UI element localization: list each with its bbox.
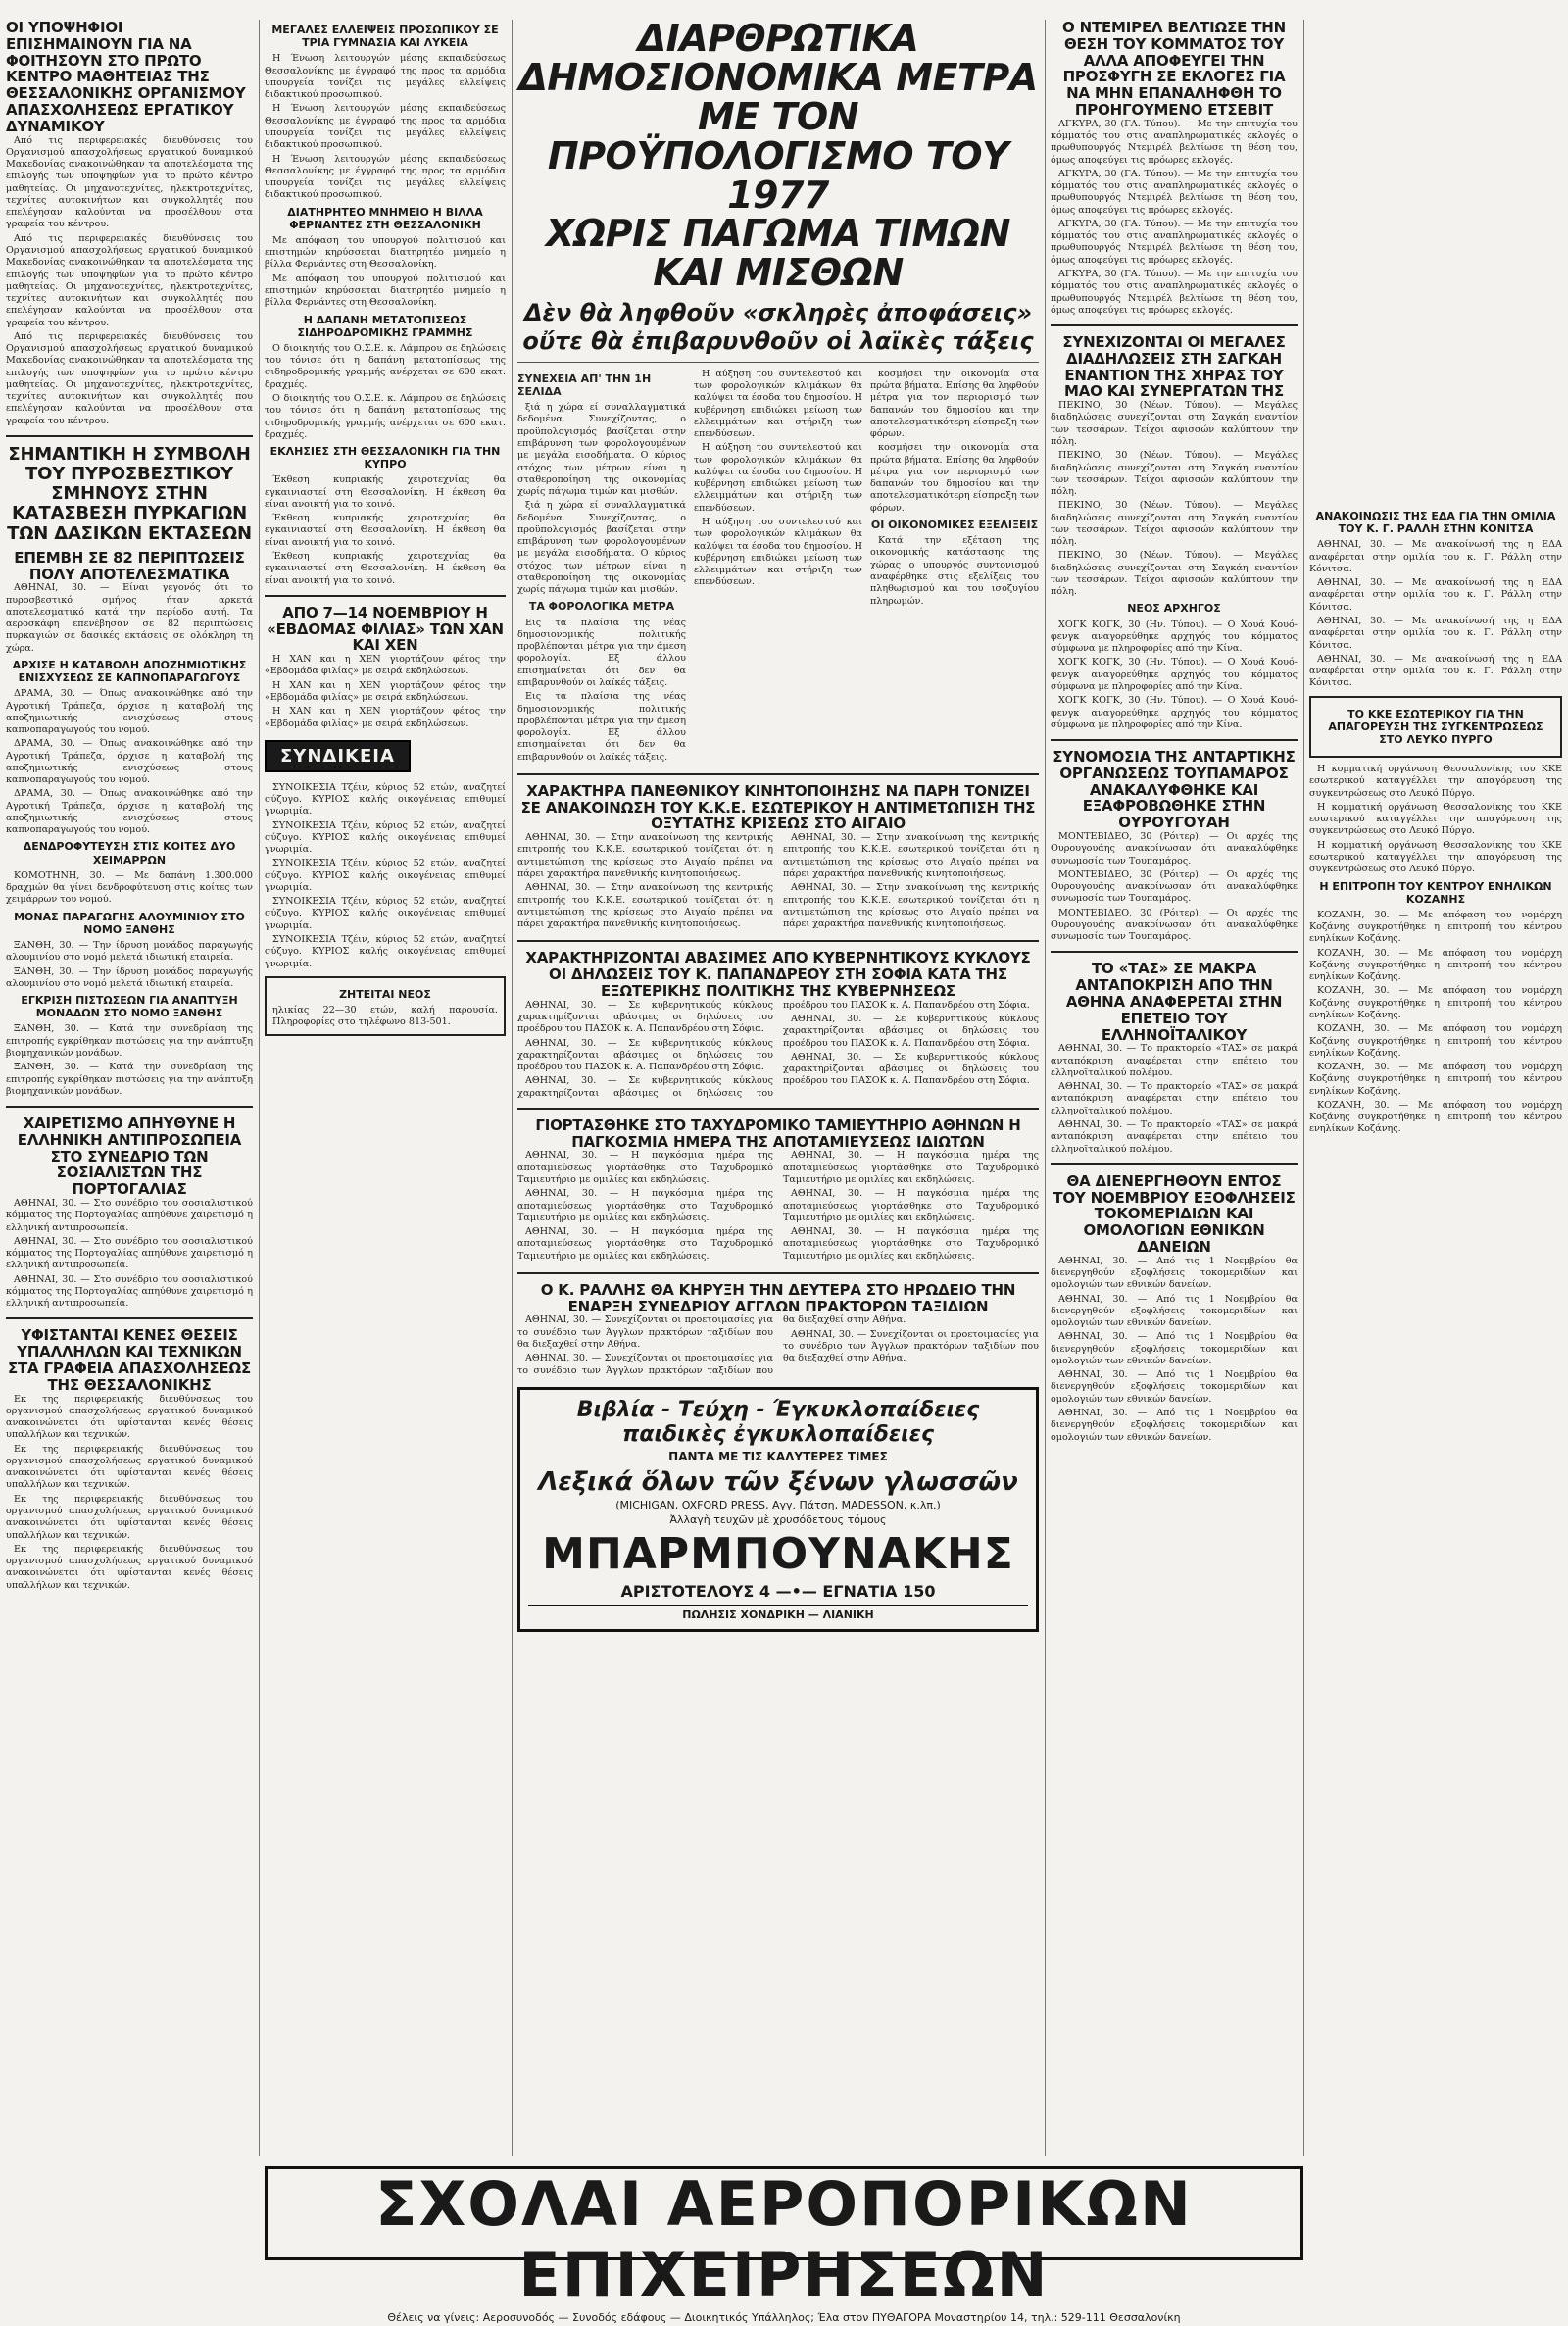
ad-line: (MICHIGAN, OXFORD PRESS, Αγγ. Πάτση, MADESSON, κ.λπ.) <box>615 1499 941 1512</box>
column-center <box>517 17 1039 2156</box>
subheadline: ΤΟ ΚΚΕ ΕΣΩΤΕΡΙΚΟΥ ΓΙΑ ΤΗΝ ΑΠΑΓΟΡΕΥΣΗ ΤΗΣ ΣΥΓΚΕΝΤΡΩΣΕΩΣ ΣΤΟ ΛΕΥΚΟ ΠΥΡΓΟ <box>1328 707 1544 746</box>
divider <box>1051 951 1298 953</box>
continuation-label: ΣΥΝΕΧΕΙΑ ΑΠ' ΤΗΝ 1Η ΣΕΛΙΔΑ <box>517 371 652 399</box>
article-body: ΜΟΝΤΕΒΙΔΕΟ, 30 (Ρόιτερ). — Οι αρχές της Ουρουγουάης ανακοίνωσαν ότι ανακαλύφθηκε συνωμοσία των Τουπαμάρος. ΜΟΝΤΕΒΙΔΕΟ, 30 (Ρόιτερ). — Οι αρχές της Ουρουγουάης ανακοίνωσαν ότι ανακαλύφθηκε συνωμοσία των Τουπαμάρος. ΜΟΝΤΕΒΙΔΕΟ, 30 (Ρόιτερ). — Οι αρχές της Ουρουγουάης ανακοίνωσαν ότι ανακαλύφθηκε συνωμοσία των Τουπαμάρος. <box>1051 831 1298 943</box>
ad-address: ΑΡΙΣΤΟΤΕΛΟΥΣ 4 —•— ΕΓΝΑΤΙΑ 150 <box>620 1581 936 1601</box>
divider <box>517 1272 1039 1274</box>
headline: ΓΙΟΡΤΑΣΘΗΚΕ ΣΤΟ ΤΑΧΥΔΡΟΜΙΚΟ ΤΑΜΙΕΥΤΗΡΙΟ ΑΘΗΝΩΝ Η ΠΑΓΚΟΣΜΙΑ ΗΜΕΡΑ ΤΗΣ ΑΠΟΤΑΜΙΕΥΣΕΩΣ ΙΔΙΩΤΩΝ <box>535 1115 1021 1151</box>
article-body: ΔΡΑΜΑ, 30. — Όπως ανακοινώθηκε από την Αγροτική Τράπεζα, άρχισε η καταβολή της αποζημιωτικής ενισχύσεως στους καπνοπαραγωγούς του νομού. ΔΡΑΜΑ, 30. — Όπως ανακοινώθηκε από την Αγροτική Τράπεζα, άρχισε η καταβολή της αποζημιωτικής ενισχύσεως στους καπνοπαραγωγούς του νομού. ΔΡΑΜΑ, 30. — Όπως ανακοινώθηκε από την Αγροτική Τράπεζα, άρχισε η καταβολή της αποζημιωτικής ενισχύσεως στους καπνοπαραγωγούς του νομού. <box>6 688 253 836</box>
ad-line: Λεξικά ὅλων τῶν ξένων γλωσσῶν <box>538 1467 1018 1498</box>
article-body: ΑΘΗΝΑΙ, 30. — Είναι γεγονός ότι το πυροσβεστικό σμήνος ήταν αρκετά αποτελεσματικό κατά την περίοδο αυτή. Τα αεροσκάφη επενέβησαν σε 82 περιπτώσεις πυρκαγιών σε δασικές εκτάσεις σε ολόκληρη τη χώρα. <box>6 582 253 654</box>
ad-brand: ΜΠΑΡΜΠΟΥΝΑΚΗΣ <box>542 1529 1014 1580</box>
headline: Ο Κ. ΡΑΛΛΗΣ ΘΑ ΚΗΡΥΞΗ ΤΗΝ ΔΕΥΤΕΡΑ ΣΤΟ ΗΡΩΔΕΙΟ ΤΗΝ ΕΝΑΡΞΗ ΣΥΝΕΔΡΙΟΥ ΑΓΓΛΩΝ ΠΡΑΚΤΟΡΩΝ ΤΑΞΙΔΙΩΝ <box>540 1280 1016 1315</box>
headline: ΣΗΜΑΝΤΙΚΗ Η ΣΥΜΒΟΛΗ ΤΟΥ ΠΥΡΟΣΒΕΣΤΙΚΟΥ ΣΜΗΝΟΥΣ ΣΤΗΝ ΚΑΤΑΣΒΕΣΗ ΠΥΡΚΑΓΙΩΝ ΤΩΝ ΔΑΣΙΚΩΝ ΕΚΤΑΣΕΩΝ <box>7 443 252 544</box>
headline: ΧΑΙΡΕΤΙΣΜΟ ΑΠΗΥΘΥΝΕ Η ΕΛΛΗΝΙΚΗ ΑΝΤΙΠΡΟΣΩΠΕΙΑ ΣΤΟ ΣΥΝΕΔΡΙΟ ΤΩΝ ΣΟΣΙΑΛΙΣΤΩΝ ΤΗΣ ΠΟΡΤΟΓΑΛΙΑΣ <box>17 1114 242 1199</box>
subheadline: Η ΔΑΠΑΝΗ ΜΕΤΑΤΟΠΙΣΕΩΣ ΣΙΔΗΡΟΔΡΟΜΙΚΗΣ ΓΡΑΜΜΗΣ <box>297 313 473 339</box>
main-headline-line: ΔΙΑΡΘΡΩΤΙΚΑ ΔΗΜΟΣΙΟΝΟΜΙΚΑ ΜΕΤΡΑ <box>518 17 1038 99</box>
main-headline-line: ΧΩΡΙΣ ΠΑΓΩΜΑ ΤΙΜΩΝ ΚΑΙ ΜΙΣΘΩΝ <box>546 212 1010 295</box>
article-body: ΑΘΗΝΑΙ, 30. — Το πρακτορείο «ΤΑΣ» σε μακρά ανταπόκριση αναφέρεται στην επέτειο του ελληνοϊταλικού πολέμου. ΑΘΗΝΑΙ, 30. — Το πρακτορείο «ΤΑΣ» σε μακρά ανταπόκριση αναφέρεται στην επέτειο του ελληνοϊταλικού πολέμου. ΑΘΗΝΑΙ, 30. — Το πρακτορείο «ΤΑΣ» σε μακρά ανταπόκριση αναφέρεται στην επέτειο του ελληνοϊταλικού πολέμου. <box>1051 1043 1298 1155</box>
subheadline: ΜΟΝΑΣ ΠΑΡΑΓΩΓΗΣ ΑΛΟΥΜΙΝΙΟΥ ΣΤΟ ΝΟΜΟ ΞΑΝΘΗΣ <box>14 910 245 936</box>
article-body: Η ΧΑΝ και η ΧΕΝ γιορτάζουν φέτος την «Εβδομάδα φιλίας» με σειρά εκδηλώσεων. Η ΧΑΝ και η ΧΕΝ γιορτάζουν φέτος την «Εβδομάδα φιλίας» με σειρά εκδηλώσεων. Η ΧΑΝ και η ΧΕΝ γιορτάζουν φέτος την «Εβδομάδα φιλίας» με σειρά εκδηλώσεων. <box>265 654 506 729</box>
divider <box>1051 1163 1298 1165</box>
subheadline: ΤΑ ΦΟΡΟΛΟΓΙΚΑ ΜΕΤΡΑ <box>528 600 675 614</box>
headline: ΤΟ «ΤΑΣ» ΣΕ ΜΑΚΡΑ ΑΝΤΑΠΟΚΡΙΣΗ ΑΠΟ ΤΗΝ ΑΘΗΝΑ ΑΝΑΦΕΡΕΤΑΙ ΣΤΗΝ ΕΠΕΤΕΙΟ ΤΟΥ ΕΛΛΗΝΟΪΤΑΛΙΚΟΥ <box>1065 960 1283 1044</box>
classified-title: ΖΗΤΕΙΤΑΙ ΝΕΟΣ <box>339 987 431 1001</box>
article-body: ΞΑΝΘΗ, 30. — Την ίδρυση μονάδος παραγωγής αλουμινίου στο νομό μελετά ιδιωτική εταιρεία. ΞΑΝΘΗ, 30. — Την ίδρυση μονάδος παραγωγής αλουμινίου στο νομό μελετά ιδιωτική εταιρεία. <box>6 940 253 989</box>
column-rule <box>259 20 260 2156</box>
classifieds-banner-wrap <box>265 740 506 772</box>
divider <box>517 773 1039 775</box>
ad-line: ΠΑΝΤΑ ΜΕ ΤΙΣ ΚΑΛΥΤΕΡΕΣ ΤΙΜΕΣ <box>668 1450 888 1464</box>
column-second <box>265 20 506 2156</box>
ad-text: Θέλεις να γίνεις: Αεροσυνοδός — Συνοδός εδάφους — Διοικητικός Υπάλληλος; Έλα στον ΠΥΘΑΓΟΡΑ Μοναστηρίου 14, τηλ.: 529-111 Θεσσαλονίκη <box>387 2311 1181 2324</box>
main-headline-line: ΜΕ ΤΟΝ ΠΡΟΫΠΟΛΟΓΙΣΜΟ ΤΟΥ 1977 <box>547 94 1009 217</box>
main-deck <box>517 299 1039 356</box>
deck-line: Δὲν θὰ ληφθοῦν «σκληρὲς ἀποφάσεις» <box>523 299 1033 327</box>
subheadline: ΟΙ ΟΙΚΟΝΟΜΙΚΕΣ ΕΞΕΛΙΞΕΙΣ <box>870 519 1039 532</box>
subheadline: Η ΕΠΙΤΡΟΠΗ ΤΟΥ ΚΕΝΤΡΟΥ ΕΝΗΛΙΚΩΝ ΚΟΖΑΝΗΣ <box>1319 879 1552 906</box>
article-body: ΚΟΖΑΝΗ, 30. — Με απόφαση του νομάρχη Κοζάνης συγκροτήθηκε η επιτροπή του κέντρου ενηλίκων Κοζάνης. ΚΟΖΑΝΗ, 30. — Με απόφαση του νομάρχη Κοζάνης συγκροτήθηκε η επιτροπή του κέντρου ενηλίκων Κοζάνης. ΚΟΖΑΝΗ, 30. — Με απόφαση του νομάρχη Κοζάνης συγκροτήθηκε η επιτροπή του κέντρου ενηλίκων Κοζάνης. ΚΟΖΑΝΗ, 30. — Με απόφαση του νομάρχη Κοζάνης συγκροτήθηκε η επιτροπή του κέντρου ενηλίκων Κοζάνης. ΚΟΖΑΝΗ, 30. — Με απόφαση του νομάρχη Κοζάνης συγκροτήθηκε η επιτροπή του κέντρου ενηλίκων Κοζάνης. ΚΟΖΑΝΗ, 30. — Με απόφαση του νομάρχη Κοζάνης συγκροτήθηκε η επιτροπή του κέντρου ενηλίκων Κοζάνης. <box>1309 909 1562 1135</box>
column-rule <box>1045 20 1046 2156</box>
main-article-columns <box>517 369 1039 766</box>
headline: Ο ΝΤΕΜΙΡΕΛ ΒΕΛΤΙΩΣΕ ΤΗΝ ΘΕΣΗ ΤΟΥ ΚΟΜΜΑΤΟΣ ΤΟΥ ΑΛΛΑ ΑΠΟΦΕΥΓΕΙ ΤΗΝ ΠΡΟΣΦΥΓΗ ΣΕ ΕΚΛΟΓΕΣ ΓΙΑ ΝΑ ΜΗΝ ΕΠΑΝΑΛΗΦΘΗ ΤΟ ΠΡΟΗΓΟΥΜΕΝΟ ΕΤΣΕΒΙΤ <box>1062 19 1286 119</box>
subheadline: ΕΠΕΜΒΗ ΣΕ 82 ΠΕΡΙΠΤΩΣΕΙΣ ΠΟΛΥ ΑΠΟΤΕΛΕΣΜΑΤΙΚΑ <box>14 548 245 583</box>
main-article-col: Η αύξηση του συντελεστού και των φορολογικών κλιμάκων θα καλύψει τα έσοδα του δημοσίου. Η κυβέρνηση επιδιώκει μείωση των ελλειμμάτων και στήριξη των επενδύσεων. Η αύξηση του συντελεστού και των φορολογικών κλιμάκων θα καλύψει τα έσοδα του δημοσίου. Η κυβέρνηση επιδιώκει μείωση των ελλειμμάτων και στήριξη των επενδύσεων. Η αύξηση του συντελεστού και των φορολογικών κλιμάκων θα καλύψει τα έσοδα του δημοσίου. Η κυβέρνηση επιδιώκει μείωση των ελλειμμάτων και στήριξη των επενδύσεων. <box>694 368 862 588</box>
article-body: ΑΘΗΝΑΙ, 30. — Με ανακοίνωσή της η ΕΔΑ αναφέρεται στην ομιλία του κ. Γ. Ράλλη στην Κόνιτσα. ΑΘΗΝΑΙ, 30. — Με ανακοίνωσή της η ΕΔΑ αναφέρεται στην ομιλία του κ. Γ. Ράλλη στην Κόνιτσα. ΑΘΗΝΑΙ, 30. — Με ανακοίνωσή της η ΕΔΑ αναφέρεται στην ομιλία του κ. Γ. Ράλλη στην Κόνιτσα. ΑΘΗΝΑΙ, 30. — Με ανακοίνωσή της η ΕΔΑ αναφέρεται στην ομιλία του κ. Γ. Ράλλη στην Κόνιτσα. <box>1309 539 1562 689</box>
column-left <box>6 20 253 2254</box>
article-body: ΑΓΚΥΡΑ, 30 (ΓΑ. Τύπου). — Με την επιτυχία του κόμματός του στις αναπληρωματικές εκλογές ο πρωθυπουργός Ντεμιρέλ βελτίωσε τη θέση του, όμως αποφεύγει τις πρόωρες εκλογές. ΑΓΚΥΡΑ, 30 (ΓΑ. Τύπου). — Με την επιτυχία του κόμματός του στις αναπληρωματικές εκλογές ο πρωθυπουργός Ντεμιρέλ βελτίωσε τη θέση του, όμως αποφεύγει τις πρόωρες εκλογές. ΑΓΚΥΡΑ, 30 (ΓΑ. Τύπου). — Με την επιτυχία του κόμματός του στις αναπληρωματικές εκλογές ο πρωθυπουργός Ντεμιρέλ βελτίωσε τη θέση του, όμως αποφεύγει τις πρόωρες εκλογές. ΑΓΚΥΡΑ, 30 (ΓΑ. Τύπου). — Με την επιτυχία του κόμματός του στις αναπληρωματικές εκλογές ο πρωθυπουργός Ντεμιρέλ βελτίωσε τη θέση του, όμως αποφεύγει τις πρόωρες εκλογές. <box>1051 118 1298 316</box>
aviation-school-ad <box>265 2166 1303 2324</box>
divider <box>265 595 506 597</box>
column-rule <box>512 20 513 2156</box>
bookstore-ad <box>517 1387 1039 1632</box>
classifieds-body: ΣΥΝΟΙΚΕΣΙΑ Τζέιν, κύριος 52 ετών, αναζητεί σύζυγο. ΚΥΡΙΟΣ καλής οικογένειας επιθυμεί γνωριμία. ΣΥΝΟΙΚΕΣΙΑ Τζέιν, κύριος 52 ετών, αναζητεί σύζυγο. ΚΥΡΙΟΣ καλής οικογένειας επιθυμεί γνωριμία. ΣΥΝΟΙΚΕΣΙΑ Τζέιν, κύριος 52 ετών, αναζητεί σύζυγο. ΚΥΡΙΟΣ καλής οικογένειας επιθυμεί γνωριμία. ΣΥΝΟΙΚΕΣΙΑ Τζέιν, κύριος 52 ετών, αναζητεί σύζυγο. ΚΥΡΙΟΣ καλής οικογένειας επιθυμεί γνωριμία. ΣΥΝΟΙΚΕΣΙΑ Τζέιν, κύριος 52 ετών, αναζητεί σύζυγο. ΚΥΡΙΟΣ καλής οικογένειας επιθυμεί γνωριμία. <box>265 781 506 969</box>
headline: ΘΑ ΔΙΕΝΕΡΓΗΘΟΥΝ ΕΝΤΟΣ ΤΟΥ ΝΟΕΜΒΡΙΟΥ ΕΞΟΦΛΗΣΕΙΣ ΤΟΚΟΜΕΡΙΔΙΩΝ ΚΑΙ ΟΜΟΛΟΓΙΩΝ ΕΘΝΙΚΩΝ ΔΑΝΕΙΩΝ <box>1053 1171 1296 1256</box>
divider <box>6 1317 253 1319</box>
classified-box <box>265 976 506 1037</box>
article-body: ΑΘΗΝΑΙ, 30. — Από τις 1 Νοεμβρίου θα διενεργηθούν εξοφλήσεις τοκομεριδίων και ομολογιών των εθνικών δανείων. ΑΘΗΝΑΙ, 30. — Από τις 1 Νοεμβρίου θα διενεργηθούν εξοφλήσεις τοκομεριδίων και ομολογιών των εθνικών δανείων. ΑΘΗΝΑΙ, 30. — Από τις 1 Νοεμβρίου θα διενεργηθούν εξοφλήσεις τοκομεριδίων και ομολογιών των εθνικών δανείων. ΑΘΗΝΑΙ, 30. — Από τις 1 Νοεμβρίου θα διενεργηθούν εξοφλήσεις τοκομεριδίων και ομολογιών των εθνικών δανείων. ΑΘΗΝΑΙ, 30. — Από τις 1 Νοεμβρίου θα διενεργηθούν εξοφλήσεις τοκομεριδίων και ομολογιών των εθνικών δανείων. <box>1051 1255 1298 1443</box>
article-body: ΧΟΓΚ ΚΟΓΚ, 30 (Ην. Τύπου). — Ο Χουά Κουό-φενγκ αναγορεύθηκε αρχηγός του κόμματος σύμφωνα με πληροφορίες από την Κίνα. ΧΟΓΚ ΚΟΓΚ, 30 (Ην. Τύπου). — Ο Χουά Κουό-φενγκ αναγορεύθηκε αρχηγός του κόμματος σύμφωνα με πληροφορίες από την Κίνα. ΧΟΓΚ ΚΟΓΚ, 30 (Ην. Τύπου). — Ο Χουά Κουό-φενγκ αναγορεύθηκε αρχηγός του κόμματος σύμφωνα με πληροφορίες από την Κίνα. <box>1051 619 1298 730</box>
ad-line: παιδικὲς ἐγκυκλοπαίδειες <box>621 1422 935 1448</box>
article-body: Ο διοικητής του Ο.Σ.Ε. κ. Λάμπρου σε δηλώσεις του τόνισε ότι η δαπάνη μετατοπίσεως της σιδηροδρομικής γραμμής ανέρχεται σε 600 εκατ. δραχμές. Ο διοικητής του Ο.Σ.Ε. κ. Λάμπρου σε δηλώσεις του τόνισε ότι η δαπάνη μετατοπίσεως της σιδηροδρομικής γραμμής ανέρχεται σε 600 εκατ. δραχμές. <box>265 342 506 440</box>
article-body: Έκθεση κυπριακής χειροτεχνίας θα εγκαινιαστεί στη Θεσσαλονίκη. Η έκθεση θα είναι ανοικτή για το κοινό. Έκθεση κυπριακής χειροτεχνίας θα εγκαινιαστεί στη Θεσσαλονίκη. Η έκθεση θα είναι ανοικτή για το κοινό. Έκθεση κυπριακής χειροτεχνίας θα εγκαινιαστεί στη Θεσσαλονίκη. Η έκθεση θα είναι ανοικτή για το κοινό. <box>265 474 506 586</box>
classifieds-banner: ΣΥΝΔΙΚΕΙΑ <box>265 740 411 772</box>
article-body: Η Ένωση λειτουργών μέσης εκπαιδεύσεως Θεσσαλονίκης με έγγραφό της προς τα αρμόδια υπουργεία τονίζει τις μεγάλες ελλείψεις διδακτικού προσωπικού. Η Ένωση λειτουργών μέσης εκπαιδεύσεως Θεσσαλονίκης με έγγραφό της προς τα αρμόδια υπουργεία τονίζει τις μεγάλες ελλείψεις διδακτικού προσωπικού. Η Ένωση λειτουργών μέσης εκπαιδεύσεως Θεσσαλονίκης με έγγραφό της προς τα αρμόδια υπουργεία τονίζει τις μεγάλες ελλείψεις διδακτικού προσωπικού. <box>265 53 506 201</box>
divider <box>517 1108 1039 1110</box>
headline: ΟΙ ΥΠΟΨΗΦΙΟΙ ΕΠΙΣΗΜΑΙΝΟΥΝ ΓΙΑ ΝΑ ΦΟΙΤΗΣΟΥΝ ΣΤΟ ΠΡΩΤΟ ΚΕΝΤΡΟ ΜΑΘΗΤΕΙΑΣ ΤΗΣ ΘΕΣΣΑΛΟΝΙΚΗΣ ΟΡΓΑΝΙΣΜΟΥ ΑΠΑΣΧΟΛΗΣΕΩΣ ΕΡΓΑΤΙΚΟΥ ΔΥΝΑΜΙΚΟΥ <box>6 19 246 135</box>
article-body: Με απόφαση του υπουργού πολιτισμού και επιστημών κηρύσσεται διατηρητέο μνημείο η βίλλα Φερνάντες στη Θεσσαλονίκη. Με απόφαση του υπουργού πολιτισμού και επιστημών κηρύσσεται διατηρητέο μνημείο η βίλλα Φερνάντες στη Θεσσαλονίκη. <box>265 234 506 309</box>
column-fourth <box>1051 20 1298 2156</box>
subheadline: ΑΝΑΚΟΙΝΩΣΙΣ ΤΗΣ ΕΔΑ ΓΙΑ ΤΗΝ ΟΜΙΛΙΑ ΤΟΥ Κ. Γ. ΡΑΛΛΗ ΣΤΗΝ ΚΟΝΙΤΣΑ <box>1315 510 1556 536</box>
main-headline <box>517 17 1039 295</box>
ad-title: ΣΧΟΛΑΙ ΑΕΡΟΠΟΡΙΚΩΝ ΕΠΙΧΕΙΡΗΣΕΩΝ <box>375 2168 1193 2310</box>
article-body: ΑΘΗΝΑΙ, 30. — Η παγκόσμια ημέρα της αποταμιεύσεως γιορτάσθηκε στο Ταχυδρομικό Ταμιευτήριο με ομιλίες και εκδηλώσεις. ΑΘΗΝΑΙ, 30. — Η παγκόσμια ημέρα της αποταμιεύσεως γιορτάσθηκε στο Ταχυδρομικό Ταμιευτήριο με ομιλίες και εκδηλώσεις. ΑΘΗΝΑΙ, 30. — Η παγκόσμια ημέρα της αποταμιεύσεως γιορτάσθηκε στο Ταχυδρομικό Ταμιευτήριο με ομιλίες και εκδηλώσεις. ΑΘΗΝΑΙ, 30. — Η παγκόσμια ημέρα της αποταμιεύσεως γιορτάσθηκε στο Ταχυδρομικό Ταμιευτήριο με ομιλίες και εκδηλώσεις. ΑΘΗΝΑΙ, 30. — Η παγκόσμια ημέρα της αποταμιεύσεως γιορτάσθηκε στο Ταχυδρομικό Ταμιευτήριο με ομιλίες και εκδηλώσεις. ΑΘΗΝΑΙ, 30. — Η παγκόσμια ημέρα της αποταμιεύσεως γιορτάσθηκε στο Ταχυδρομικό Ταμιευτήριο με ομιλίες και εκδηλώσεις. <box>517 1150 1039 1262</box>
subheadline: ΝΕΟΣ ΑΡΧΗΓΟΣ <box>1127 602 1221 616</box>
article-body: ΞΑΝΘΗ, 30. — Κατά την συνεδρίαση της επιτροπής εγκρίθηκαν πιστώσεις για την ανάπτυξη βιομηχανικών μονάδων. ΞΑΝΘΗ, 30. — Κατά την συνεδρίαση της επιτροπής εγκρίθηκαν πιστώσεις για την ανάπτυξη βιομηχανικών μονάδων. <box>6 1023 253 1097</box>
divider <box>6 1106 253 1108</box>
main-article-col: κοσμήσει την οικονομία στα πρώτα βήματα. Επίσης θα ληφθούν μέτρα για τον περιορισμό των δαπανών του δημοσίου και την αποτελεσματικότερη είσπραξη των φόρων. κοσμήσει την οικονομία στα πρώτα βήματα. Επίσης θα ληφθούν μέτρα για τον περιορισμό των δαπανών του δημοσίου και την αποτελεσματικότερη είσπραξη των φόρων. ΟΙ ΟΙΚΟΝΟΜΙΚΕΣ ΕΞΕΛΙΞΕΙΣ Κατά την εξέταση της οικονομικής κατάστασης της χώρας ο υπουργός συντονισμού αναφέρθηκε στις εξελίξεις του πληθωρισμού και του ισοζυγίου πληρωμών. <box>870 368 1039 607</box>
article-body: ΚΟΜΟΤΗΝΗ, 30. — Με δαπάνη 1.300.000 δραχμών θα γίνει δενδροφύτευση στις κοίτες των χειμάρρων του νομού. <box>6 869 253 906</box>
headline: ΧΑΡΑΚΤΗΡΑ ΠΑΝΕΘΝΙΚΟΥ ΚΙΝΗΤΟΠΟΙΗΣΗΣ ΝΑ ΠΑΡΗ ΤΟΝΙΖΕΙ ΣΕ ΑΝΑΚΟΙΝΩΣΗ ΤΟΥ Κ.Κ.Ε. ΕΣΩΤΕΡΙΚΟΥ Η ΑΝΤΙΜΕΤΩΠΙΣΗ ΤΗΣ ΟΞΥΤΑΤΗΣ ΚΡΙΣΕΩΣ ΣΤΟ ΑΙΓΑΙΟ <box>520 781 1036 833</box>
subheadline: ΜΕΓΑΛΕΣ ΕΛΛΕΙΨΕΙΣ ΠΡΟΣΩΠΙΚΟΥ ΣΕ ΤΡΙΑ ΓΥΜΝΑΣΙΑ ΚΑΙ ΛΥΚΕΙΑ <box>271 24 499 50</box>
deck-line: οὔτε θὰ ἐπιβαρυνθοῦν οἱ λαϊκὲς τάξεις <box>522 327 1034 356</box>
headline: ΥΦΙΣΤΑΝΤΑΙ ΚΕΝΕΣ ΘΕΣΕΙΣ ΥΠΑΛΛΗΛΩΝ ΚΑΙ ΤΕΧΝΙΚΩΝ ΣΤΑ ΓΡΑΦΕΙΑ ΑΠΑΣΧΟΛΗΣΕΩΣ ΤΗΣ ΘΕΣΣΑΛΟΝΙΚΗΣ <box>7 1326 252 1394</box>
main-article-col: ΣΥΝΕΧΕΙΑ ΑΠ' ΤΗΝ 1Η ΣΕΛΙΔΑ ξιά η χώρα εί συναλλαγματικά δεδομένα. Συνεχίζοντας, ο προϋπολογισμός βασίζεται στην επιβάρυνση των φορολογουμένων με μεγάλα εισοδήματα. Ο κύριος στόχος των μέτρων είναι η σταθεροποίηση της οικονομίας χωρίς πάγωμα τιμών και μισθών. ξιά η χώρα εί συναλλαγματικά δεδομένα. Συνεχίζοντας, ο προϋπολογισμός βασίζεται στην επιβάρυνση των φορολογουμένων με μεγάλα εισοδήματα. Ο κύριος στόχος των μέτρων είναι η σταθεροποίηση της οικονομίας χωρίς πάγωμα τιμών και μισθών. ΤΑ ΦΟΡΟΛΟΓΙΚΑ ΜΕΤΡΑ Εις τα πλαίσια της νέας δημοσιονομικής πολιτικής προβλέπονται μέτρα για την άμεση φορολογία. Εξ άλλου επισημαίνεται ότι δεν θα επιβαρυνθούν οι λαϊκές τάξεις. Εις τα πλαίσια της νέας δημοσιονομικής πολιτικής προβλέπονται μέτρα για την άμεση φορολογία. Εξ άλλου επισημαίνεται ότι δεν θα επιβαρυνθούν οι λαϊκές τάξεις. <box>517 371 686 763</box>
boxed-article <box>1309 696 1562 759</box>
column-right <box>1309 20 1562 2156</box>
article-body: Από τις περιφερειακές διευθύνσεις του Οργανισμού απασχολήσεως εργατικού δυναμικού Μακεδονίας ανακοινώθηκαν τα αποτελέσματα της επιλογής των υποψηφίων για το πρώτο κέντρο μαθητείας. Οι μηχανοτεχνίτες, ηλεκτροτεχνίτες, τεχνίτες αυτοκινήτων και συγκολλητές που επελέγησαν καλούνται να προσέλθουν στα γραφεία του κέντρου. Από τις περιφερειακές διευθύνσεις του Οργανισμού απασχολήσεως εργατικού δυναμικού Μακεδονίας ανακοινώθηκαν τα αποτελέσματα της επιλογής των υποψηφίων για το πρώτο κέντρο μαθητείας. Οι μηχανοτεχνίτες, ηλεκτροτεχνίτες, τεχνίτες αυτοκινήτων και συγκολλητές που επελέγησαν καλούνται να προσέλθουν στα γραφεία του κέντρου. Από τις περιφερειακές διευθύνσεις του Οργανισμού απασχολήσεως εργατικού δυναμικού Μακεδονίας ανακοινώθηκαν τα αποτελέσματα της επιλογής των υποψηφίων για το πρώτο κέντρο μαθητείας. Οι μηχανοτεχνίτες, ηλεκτροτεχνίτες, τεχνίτες αυτοκινήτων και συγκολλητές που επελέγησαν καλούνται να προσέλθουν στα γραφεία του κέντρου. <box>6 134 253 426</box>
divider <box>6 435 253 437</box>
headline: ΧΑΡΑΚΤΗΡΙΖΟΝΤΑΙ ΑΒΑΣΙΜΕΣ ΑΠΟ ΚΥΒΕΡΝΗΤΙΚΟΥΣ ΚΥΚΛΟΥΣ ΟΙ ΔΗΛΩΣΕΙΣ ΤΟΥ Κ. ΠΑΠΑΝΔΡΕΟΥ ΣΤΗ ΣΟΦΙΑ ΚΑΤΑ ΤΗΣ ΕΞΩΤΕΡΙΚΗΣ ΠΟΛΙΤΙΚΗΣ ΤΗΣ ΚΥΒΕΡΝΗΣΕΩΣ <box>525 949 1031 1000</box>
headline: ΣΥΝΟΜΟΣΙΑ ΤΗΣ ΑΝΤΑΡΤΙΚΗΣ ΟΡΓΑΝΩΣΕΩΣ ΤΟΥΠΑΜΑΡΟΣ ΑΝΑΚΑΛΥΦΘΗΚΕ ΚΑΙ ΕΞΑΦΡΟΒΩΘΗΚΕ ΣΤΗΝ ΟΥΡΟΥΓΟΥΑΗ <box>1053 748 1296 832</box>
divider <box>1051 739 1298 741</box>
divider <box>1051 324 1298 326</box>
subheadline: ΔΕΝΔΡΟΦΥΤΕΥΣΗ ΣΤΙΣ ΚΟΙΤΕΣ ΔΥΟ ΧΕΙΜΑΡΡΩΝ <box>23 840 236 866</box>
column-rule <box>1303 20 1304 2156</box>
subheadline: ΑΡΧΙΣΕ Η ΚΑΤΑΒΟΛΗ ΑΠΟΖΗΜΙΩΤΙΚΗΣ ΕΝΙΣΧΥΣΕΩΣ ΣΕ ΚΑΠΝΟΠΑΡΑΓΩΓΟΥΣ <box>12 658 247 685</box>
subheadline: ΕΓΚΡΙΣΗ ΠΙΣΤΩΣΕΩΝ ΓΙΑ ΑΝΑΠΤΥΞΗ ΜΟΝΑΔΩΝ ΣΤΟ ΝΟΜΟ ΞΑΝΘΗΣ <box>21 994 238 1020</box>
article-body: Εκ της περιφερειακής διευθύνσεως του οργανισμού απασχολήσεως εργατικού δυναμικού ανακοινώνεται ότι υφίστανται κενές θέσεις υπαλλήλων και τεχνικών. Εκ της περιφερειακής διευθύνσεως του οργανισμού απασχολήσεως εργατικού δυναμικού ανακοινώνεται ότι υφίστανται κενές θέσεις υπαλλήλων και τεχνικών. Εκ της περιφερειακής διευθύνσεως του οργανισμού απασχολήσεως εργατικού δυναμικού ανακοινώνεται ότι υφίστανται κενές θέσεις υπαλλήλων και τεχνικών. Εκ της περιφερειακής διευθύνσεως του οργανισμού απασχολήσεως εργατικού δυναμικού ανακοινώνεται ότι υφίστανται κενές θέσεις υπαλλήλων και τεχνικών. <box>6 1393 253 1591</box>
ad-line: ΠΩΛΗΣΙΣ ΧΟΝΔΡΙΚΗ — ΛΙΑΝΙΚΗ <box>528 1605 1028 1621</box>
article-body: ΑΘΗΝΑΙ, 30. — Στην ανακοίνωση της κεντρικής επιτροπής του Κ.Κ.Ε. εσωτερικού τονίζεται ότι η αντιμετώπιση της κρίσεως στο Αιγαίο πρέπει να πάρει χαρακτήρα πανεθνικής κινητοποιήσεως. ΑΘΗΝΑΙ, 30. — Στην ανακοίνωση της κεντρικής επιτροπής του Κ.Κ.Ε. εσωτερικού τονίζεται ότι η αντιμετώπιση της κρίσεως στο Αιγαίο πρέπει να πάρει χαρακτήρα πανεθνικής κινητοποιήσεως. ΑΘΗΝΑΙ, 30. — Στην ανακοίνωση της κεντρικής επιτροπής του Κ.Κ.Ε. εσωτερικού τονίζεται ότι η αντιμετώπιση της κρίσεως στο Αιγαίο πρέπει να πάρει χαρακτήρα πανεθνικής κινητοποιήσεως. ΑΘΗΝΑΙ, 30. — Στην ανακοίνωση της κεντρικής επιτροπής του Κ.Κ.Ε. εσωτερικού τονίζεται ότι η αντιμετώπιση της κρίσεως στο Αιγαίο πρέπει να πάρει χαρακτήρα πανεθνικής κινητοποιήσεως. <box>517 832 1039 930</box>
classified-text: ηλικίας 22—30 ετών, καλή παρουσία. Πληροφορίες στο τηλέφωνο 813-501. <box>272 1004 498 1028</box>
ad-line: Βιβλία - Τεύχη - Έγκυκλοπαίδειες <box>576 1397 980 1422</box>
article-body: ΑΘΗΝΑΙ, 30. — Στο συνέδριο του σοσιαλιστικού κόμματος της Πορτογαλίας απηύθυνε χαιρετισμό η ελληνική αντιπροσωπεία. ΑΘΗΝΑΙ, 30. — Στο συνέδριο του σοσιαλιστικού κόμματος της Πορτογαλίας απηύθυνε χαιρετισμό η ελληνική αντιπροσωπεία. ΑΘΗΝΑΙ, 30. — Στο συνέδριο του σοσιαλιστικού κόμματος της Πορτογαλίας απηύθυνε χαιρετισμό η ελληνική αντιπροσωπεία. <box>6 1198 253 1310</box>
headline: ΣΥΝΕΧΙΖΟΝΤΑΙ ΟΙ ΜΕΓΑΛΕΣ ΔΙΑΔΗΛΩΣΕΙΣ ΣΤΗ ΣΑΓΚΑΗ ΕΝΑΝΤΙΟΝ ΤΗΣ ΧΗΡΑΣ ΤΟΥ ΜΑΟ ΚΑΙ ΣΥΝΕΡΓΑΤΩΝ ΤΗΣ <box>1062 333 1286 401</box>
headline: ΑΠΟ 7—14 ΝΟΕΜΒΡΙΟΥ Η «ΕΒΔΟΜΑΣ ΦΙΛΙΑΣ» ΤΩΝ ΧΑΝ ΚΑΙ ΧΕΝ <box>267 603 504 655</box>
divider <box>517 940 1039 942</box>
article-body: ΑΘΗΝΑΙ, 30. — Σε κυβερνητικούς κύκλους χαρακτηρίζονται αβάσιμες οι δηλώσεις του προέδρου του ΠΑΣΟΚ κ. Α. Παπανδρέου στη Σόφια. ΑΘΗΝΑΙ, 30. — Σε κυβερνητικούς κύκλους χαρακτηρίζονται αβάσιμες οι δηλώσεις του προέδρου του ΠΑΣΟΚ κ. Α. Παπανδρέου στη Σόφια. ΑΘΗΝΑΙ, 30. — Σε κυβερνητικούς κύκλους χαρακτηρίζονται αβάσιμες οι δηλώσεις του προέδρου του ΠΑΣΟΚ κ. Α. Παπανδρέου στη Σόφια. ΑΘΗΝΑΙ, 30. — Σε κυβερνητικούς κύκλους χαρακτηρίζονται αβάσιμες οι δηλώσεις του προέδρου του ΠΑΣΟΚ κ. Α. Παπανδρέου στη Σόφια. ΑΘΗΝΑΙ, 30. — Σε κυβερνητικούς κύκλους χαρακτηρίζονται αβάσιμες οι δηλώσεις του προέδρου του ΠΑΣΟΚ κ. Α. Παπανδρέου στη Σόφια. <box>517 999 1039 1099</box>
ad-line: Ἀλλαγὴ τευχῶν μὲ χρυσόδετους τόμους <box>669 1513 887 1527</box>
divider <box>517 362 1039 363</box>
subheadline: ΕΚΛΗΣΙΕΣ ΣΤΗ ΘΕΣΣΑΛΟΝΙΚΗ ΓΙΑ ΤΗΝ ΚΥΠΡΟ <box>270 445 501 471</box>
article-body: Η κομματική οργάνωση Θεσσαλονίκης του ΚΚΕ εσωτερικού καταγγέλλει την απαγόρευση της συγκεντρώσεως στο Λευκό Πύργο. Η κομματική οργάνωση Θεσσαλονίκης του ΚΚΕ εσωτερικού καταγγέλλει την απαγόρευση της συγκεντρώσεως στο Λευκό Πύργο. Η κομματική οργάνωση Θεσσαλονίκης του ΚΚΕ εσωτερικού καταγγέλλει την απαγόρευση της συγκεντρώσεως στο Λευκό Πύργο. <box>1309 764 1562 875</box>
subheadline: ΔΙΑΤΗΡΗΤΕΟ ΜΝΗΜΕΙΟ Η ΒΙΛΛΑ ΦΕΡΝΑΝΤΕΣ ΣΤΗ ΘΕΣΣΑΛΟΝΙΚΗ <box>287 205 483 231</box>
article-body: ΑΘΗΝΑΙ, 30. — Συνεχίζονται οι προετοιμασίες για το συνέδριο των Άγγλων πρακτόρων ταξιδίων που θα διεξαχθεί στην Αθήνα. ΑΘΗΝΑΙ, 30. — Συνεχίζονται οι προετοιμασίες για το συνέδριο των Άγγλων πρακτόρων ταξιδίων που θα διεξαχθεί στην Αθήνα. ΑΘΗΝΑΙ, 30. — Συνεχίζονται οι προετοιμασίες για το συνέδριο των Άγγλων πρακτόρων ταξιδίων που θα διεξαχθεί στην Αθήνα. <box>517 1314 1039 1376</box>
article-body: ΠΕΚΙΝΟ, 30 (Νέων. Τύπου). — Μεγάλες διαδηλώσεις συνεχίζονται στη Σαγκάη εναντίον των τεσσάρων. Τείχοι αφισσών καλύπτουν την πόλη. ΠΕΚΙΝΟ, 30 (Νέων. Τύπου). — Μεγάλες διαδηλώσεις συνεχίζονται στη Σαγκάη εναντίον των τεσσάρων. Τείχοι αφισσών καλύπτουν την πόλη. ΠΕΚΙΝΟ, 30 (Νέων. Τύπου). — Μεγάλες διαδηλώσεις συνεχίζονται στη Σαγκάη εναντίον των τεσσάρων. Τείχοι αφισσών καλύπτουν την πόλη. ΠΕΚΙΝΟ, 30 (Νέων. Τύπου). — Μεγάλες διαδηλώσεις συνεχίζονται στη Σαγκάη εναντίον των τεσσάρων. Τείχοι αφισσών καλύπτουν την πόλη. <box>1051 400 1298 598</box>
